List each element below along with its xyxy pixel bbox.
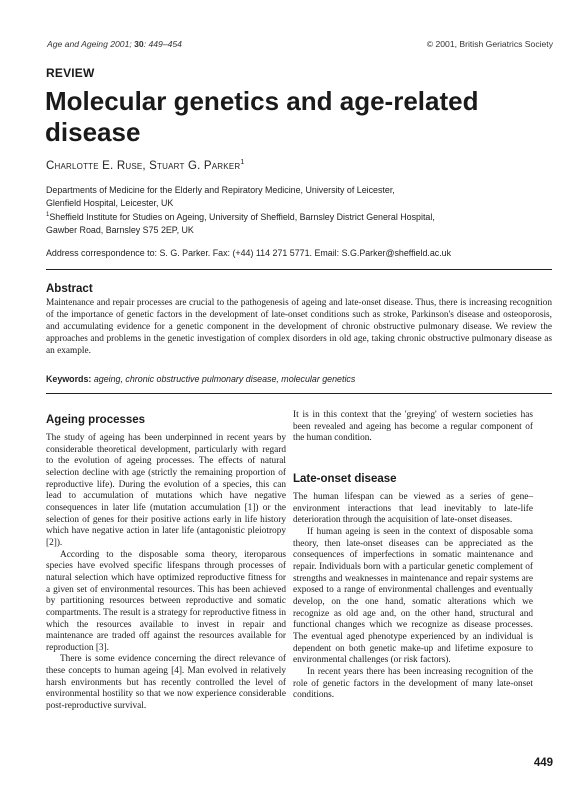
affiliation-line: Departments of Medicine for the Elderly and Repiratory Medicine, University of Leicester,	[46, 185, 395, 195]
paragraph: It is in this context that the 'greying' of western societies has been revealed and ageing has become a regular component of the human condition.	[293, 410, 533, 444]
author-names: Charlotte E. Ruse, Stuart G. Parker	[46, 159, 241, 172]
right-column-text-top	[293, 410, 533, 445]
paragraph: The study of ageing has been underpinned in recent years by considerable theoretical development, particularly with regard to the evolution of ageing processes. The effects of natural selection decline with age (strictly the remaining proportion of reproductive life). During the evolution of a species, this can lead to accumulation of mutations which have negative consequences in later life (mutation accumulation [1]) or the selection of genes for their positive actions early in life history which have negative action in later life (antagonistic pleiotropy [2]).	[46, 433, 286, 548]
affiliation-text: Sheffield Institute for Studies on Ageing, University of Sheffield, Barnsley District General Hospital,	[49, 212, 435, 223]
article-title: Molecular genetics and age-related disease	[45, 86, 479, 147]
affiliation-line	[46, 209, 546, 224]
running-header-journal	[47, 39, 182, 49]
author-list	[46, 159, 244, 172]
right-column-text	[293, 492, 533, 702]
affiliation-line: Gawber Road, Barnsley S75 2EP, UK	[46, 224, 194, 235]
page-number: 449	[533, 757, 553, 769]
keywords-value: ageing, chronic obstructive pulmonary disease, molecular genetics	[93, 374, 356, 384]
affiliation-marker: 1	[46, 212, 50, 219]
affiliations	[46, 184, 546, 236]
abstract-heading: Abstract	[46, 283, 93, 295]
left-column-text	[46, 433, 286, 713]
abstract-body: Maintenance and repair processes are crucial to the pathogenesis of ageing and late-onset disease. Thus, there is increasing recognition of the importance of genetic factors in the development of late-onset conditions such as stroke, Parkinson's disease and osteoporosis, and accumulating evidence for a genetic component in the development of chronic obstructive pulmonary disease. We review the approaches and problems in the genetic investigation of complex disorders in old age, taking chronic obstructive pulmonary disease as an example.	[46, 298, 552, 356]
journal-citation: Age and Ageing 2001;	[47, 39, 132, 49]
paragraph: There is some evidence concerning the direct relevance of these concepts to human ageing [4]. Man evolved in relatively harsh environments but has recently controlled the level of environmental hostility so that we now experience considerable post-reproductive survival.	[46, 654, 286, 712]
paragraph: If human ageing is seen in the context of disposable soma theory, then late-onset diseases can be appreciated as the consequences of imperfections in somatic maintenance and repair. Individuals born with a particular genetic complement of strengths and weaknesses in maintenance and repair systems are exposed to a range of environmental challenges and eventually develop, on the one hand, somatic alterations which we recognize as old age and, on the other hand, structural and functional changes which we recognize as disease processes. The eventual aged phenotype experienced by an individual is dependent on both genetic make-up and lifetime exposure to environmental challenges (or risk factors).	[293, 526, 533, 666]
journal-volume: 30	[134, 39, 144, 49]
paragraph: The human lifespan can be viewed as a series of gene–environment interactions that lead inevitably to late-life deterioration through the acquisition of late-onset diseases.	[293, 492, 533, 526]
keywords-label: Keywords:	[46, 374, 92, 384]
divider	[46, 393, 552, 394]
article-type-label: REVIEW	[46, 66, 95, 80]
author-affiliation-marker: 1	[240, 159, 245, 166]
paragraph: According to the disposable soma theory, iteroparous species have evolved specific lifespans through processes of natural selection which have optimized reproductive fitness for a given set of environmental resources. This has been achieved by partitioning resources between reproductive and somatic compartments. The result is a strategy for reproductive fitness in which the resources available to invest in repair and maintenance are traded off against the resources available for reproduction [3].	[46, 549, 286, 653]
journal-pages: : 449–454	[143, 39, 182, 49]
affiliation-line: Glenfield Hospital, Leicester, UK	[46, 197, 174, 208]
section-heading-ageing-processes: Ageing processes	[46, 414, 146, 426]
correspondence-address: Address correspondence to: S. G. Parker. Fax: (+44) 114 271 5771. Email: S.G.Parker@sheffield.ac.uk	[46, 248, 452, 258]
divider	[46, 269, 552, 270]
keywords	[46, 374, 552, 384]
running-header-copyright: © 2001, British Geriatrics Society	[426, 39, 553, 49]
paragraph: In recent years there has been increasing recognition of the role of genetic factors in the development of many late-onset conditions.	[293, 666, 533, 701]
section-heading-late-onset-disease: Late-onset disease	[293, 473, 397, 485]
